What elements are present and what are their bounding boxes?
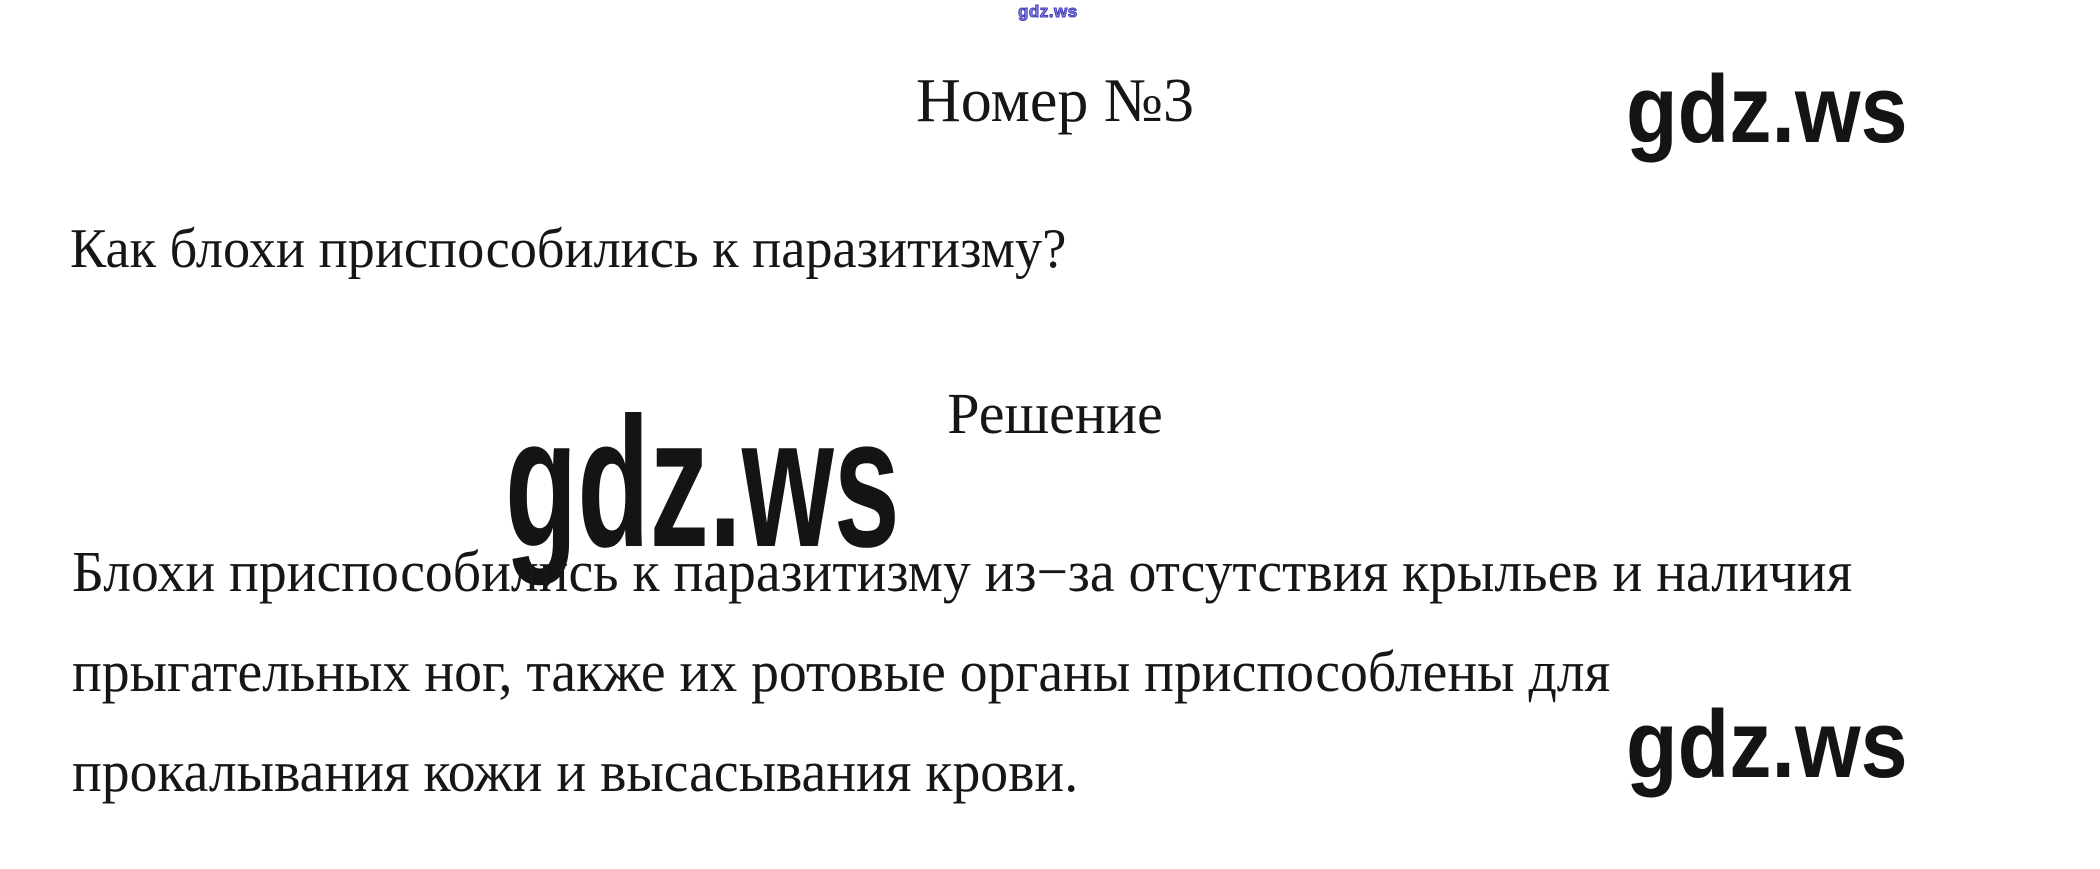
answer-line: Блохи приспособились к паразитизму из−за отсутствия крыльев и наличия	[72, 539, 1853, 604]
question-text: Как блохи приспособились к паразитизму?	[70, 218, 1067, 280]
gdz-watermark-top-center: gdz.ws	[1018, 2, 1078, 21]
task-number-heading: Номер №3	[915, 67, 1194, 135]
gdz-watermark-bottom-right: gdz.ws	[1626, 691, 1908, 798]
gdz-watermark-center: gdz.ws	[505, 380, 900, 586]
solution-heading: Решение	[947, 381, 1163, 446]
gdz-watermark-top-right: gdz.ws	[1626, 56, 1908, 163]
answer-line: прокалывания кожи и высасывания крови.	[72, 739, 1079, 804]
answer-line: прыгательных ног, также их ротовые органы приспособлены для	[72, 639, 1611, 704]
answer-paragraph	[72, 522, 1852, 822]
